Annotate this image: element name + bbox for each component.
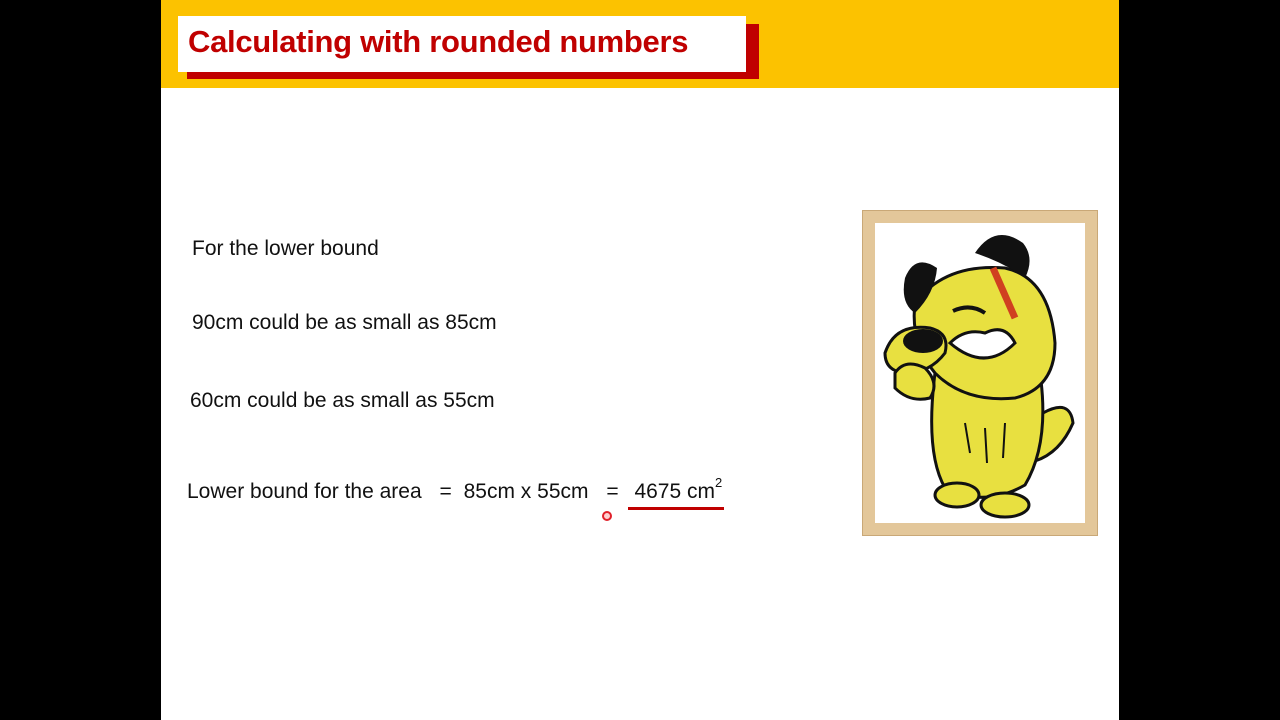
laser-pointer-icon <box>602 511 612 521</box>
equation-label: Lower bound for the area <box>187 480 422 503</box>
cartoon-dog-drawing <box>875 223 1085 523</box>
answer-exponent: 2 <box>715 475 723 490</box>
slide <box>161 0 1119 720</box>
answer-value: 4675 cm <box>634 480 715 503</box>
length-bound-text: 90cm could be as small as 85cm <box>192 311 497 334</box>
equation-answer <box>630 475 726 504</box>
slide-title: Calculating with rounded numbers <box>188 24 689 59</box>
equation-product: 85cm x 55cm <box>463 480 589 503</box>
cartoon-dog-icon <box>875 223 1085 523</box>
picture-frame <box>862 210 1098 536</box>
title-box <box>178 16 746 72</box>
answer-underline <box>628 507 724 510</box>
width-bound-text: 60cm could be as small as 55cm <box>190 389 495 412</box>
area-equation <box>187 475 726 504</box>
equation-equals-2: = <box>606 480 619 503</box>
equation-equals-1: = <box>439 480 452 503</box>
lower-bound-heading: For the lower bound <box>192 237 379 260</box>
